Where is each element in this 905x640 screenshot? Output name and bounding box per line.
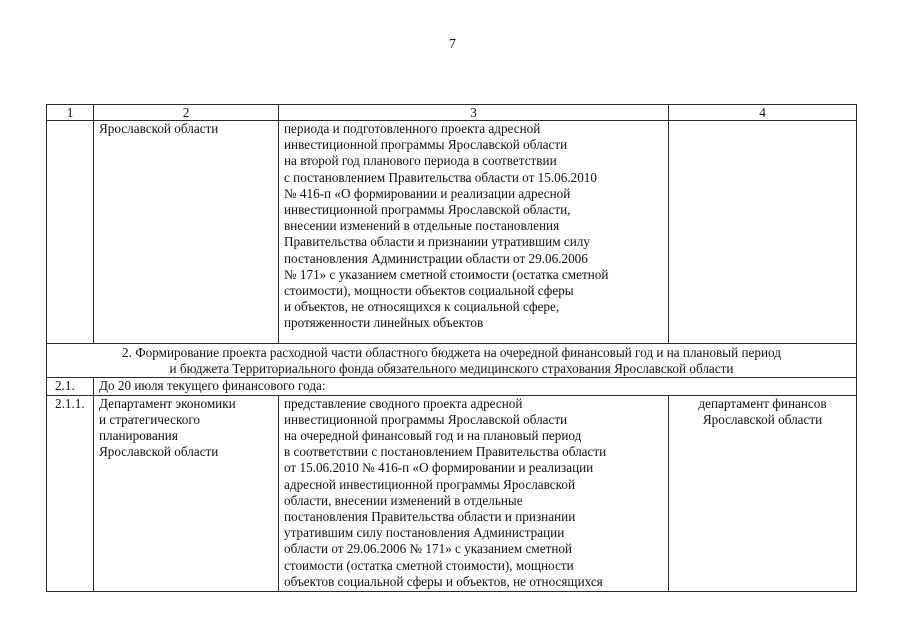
section-line: 2. Формирование проекта расходной части областного бюджета на очередной финансовый год и на плановый период	[122, 345, 781, 360]
text-line: Правительства области и признании утратившим силу	[284, 234, 590, 250]
text-line: Ярославской области	[702, 411, 823, 427]
text-line: планирования	[99, 428, 178, 444]
text-line: Департамент экономики	[99, 395, 236, 411]
row-2-1-text: До 20 июля текущего финансового года:	[94, 378, 857, 395]
text-line: стоимости (остатка сметной стоимости), мощности	[284, 557, 574, 573]
row-2-1-1-executor	[94, 395, 279, 591]
text-line: инвестиционной программы Ярославской области	[284, 411, 568, 427]
text-line: постановления Правительства области и признании	[284, 509, 576, 525]
header-col-3: 3	[279, 105, 669, 121]
header-col-2: 2	[94, 105, 279, 121]
table-row	[47, 378, 857, 395]
row1-description	[279, 121, 669, 344]
section-line: и бюджета Территориального фонда обязательного медицинского страхования Ярославской области	[169, 361, 734, 377]
text-line: № 416-п «О формировании и реализации адресной	[284, 185, 571, 201]
text-line: в соответствии с постановлением Правительства области	[284, 444, 607, 460]
text-line: инвестиционной программы Ярославской области,	[284, 202, 571, 218]
row1-number	[47, 121, 94, 344]
text-line: объектов социальной сферы и объектов, не относящихся	[284, 573, 603, 589]
text-line: внесении изменений в отдельные постановления	[284, 218, 560, 234]
row1-executor: Ярославской области	[94, 121, 279, 344]
text-line: протяженности линейных объектов	[284, 315, 484, 331]
page-number: 7	[449, 37, 456, 52]
text-line: и объектов, не относящихся к социальной сфере,	[284, 299, 560, 315]
row-2-1-1-recipient	[669, 395, 857, 591]
schedule-table	[46, 104, 857, 592]
table-row	[47, 121, 857, 344]
row-2-1-1-number: 2.1.1.	[47, 395, 94, 591]
table-header-row	[47, 105, 857, 121]
table-row	[47, 395, 857, 591]
text-line: области от 29.06.2006 № 171» с указанием сметной	[284, 541, 573, 557]
text-line: № 171» с указанием сметной стоимости (остатка сметной	[284, 266, 609, 282]
text-line: на второй год планового периода в соответствии	[284, 153, 557, 169]
text-line: с постановлением Правительства области от 15.06.2010	[284, 169, 597, 185]
row-2-1-number: 2.1.	[47, 378, 94, 395]
text-line: департамент финансов	[698, 395, 827, 411]
text-line: представление сводного проекта адресной	[284, 395, 523, 411]
row-2-1-1-description	[279, 395, 669, 591]
text-line: периода и подготовленного проекта адресной	[284, 121, 541, 136]
text-line: и стратегического	[99, 411, 200, 427]
section-heading-row	[47, 344, 857, 378]
header-col-4: 4	[669, 105, 857, 121]
text-line: стоимости), мощности объектов социальной сферы	[284, 283, 574, 299]
text-line: от 15.06.2010 № 416-п «О формировании и реализации	[284, 460, 594, 476]
text-line: на очередной финансовый год и на плановый период	[284, 428, 582, 444]
text-line: Ярославской области	[99, 444, 219, 460]
row1-recipient	[669, 121, 857, 344]
text-line: области, внесении изменений в отдельные	[284, 492, 523, 508]
text-line: утратившим силу постановления Администрации	[284, 525, 565, 541]
section-2-heading	[47, 344, 857, 378]
text-line: постановления Администрации области от 29.06.2006	[284, 250, 588, 266]
text-line: адресной инвестиционной программы Ярославской	[284, 476, 576, 492]
text-line: инвестиционной программы Ярославской области	[284, 137, 568, 153]
header-col-1: 1	[47, 105, 94, 121]
